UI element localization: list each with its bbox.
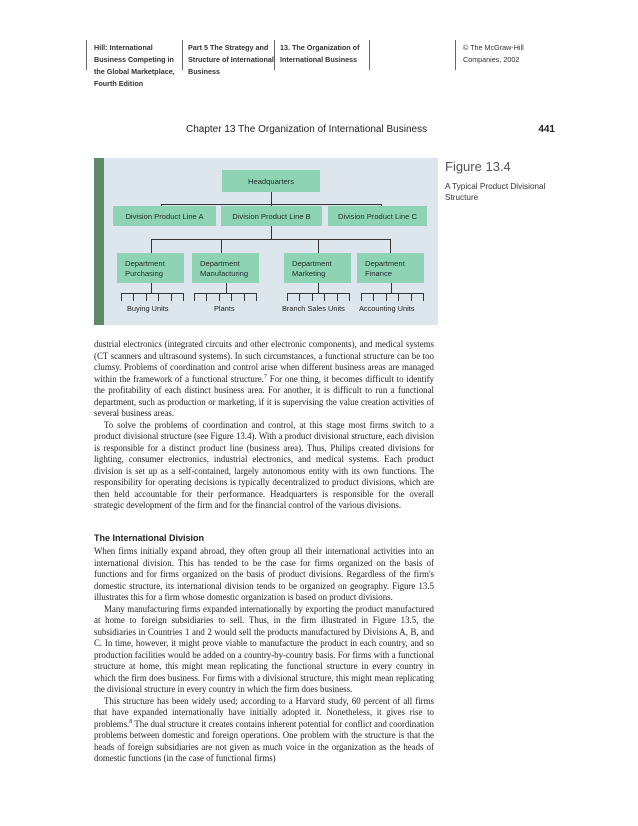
node-department-manufacturing	[192, 253, 259, 283]
page-number: 441	[538, 124, 555, 135]
header-rule-1	[86, 40, 87, 70]
node-headquarters: Headquarters	[222, 170, 320, 192]
unit-accounting: Accounting Units	[359, 304, 415, 313]
node-division-b: Division Product Line B	[221, 206, 322, 226]
department-label: Department	[365, 259, 405, 268]
body-text-upper	[94, 339, 434, 512]
bracket-tick	[287, 293, 288, 301]
header-rule-5	[455, 40, 456, 70]
department-label: Department	[200, 259, 240, 268]
paragraph: When firms initially expand abroad, they often group all their international activities into an international division. This has tended to be the case for firms organized on the basis of functions and for firms organized on the basis of product divisions. Regardless of the firm's domestic structure, its international division tends to be organized on geography. Figure 13.5 illustrates this for a firm whose domestic organization is based on product divisions.	[94, 546, 434, 602]
department-name: Purchasing	[125, 268, 163, 278]
body-text-lower	[94, 546, 434, 765]
connector-division-b-down	[271, 226, 272, 239]
connector-dept-finance	[390, 239, 391, 254]
bracket-tick	[386, 293, 387, 301]
bracket-tick	[219, 293, 220, 301]
bracket-plants	[194, 293, 256, 294]
bracket-tick	[158, 293, 159, 301]
header-rule-4	[369, 40, 370, 70]
header-book-info: Hill: International Business Competing in the Global Marketplace, Fourth Edition	[94, 43, 175, 88]
paragraph: dustrial electronics (integrated circuits and other electronic components), and medical systems (CT scanners and ultrasound systems). In such circumstances, a functional structure can be too clumsy. Problems of coordination and control arise when different business areas are managed within the framework of a functional structure.$^7$ For one thing, it becomes difficult to identify the profitability of each distinct business area. For another, it is difficult to run a functional department, such as production or marketing, if it is supervising the value creation activities of several business areas.	[94, 339, 434, 418]
node-department-marketing	[284, 253, 351, 283]
footnote-ref: 7	[263, 373, 267, 380]
bracket-tick	[299, 293, 300, 301]
figure-caption: A Typical Product Divisional Structure	[445, 182, 546, 202]
unit-plants: Plants	[214, 304, 235, 313]
department-name: Marketing	[292, 268, 326, 278]
paragraph: To solve the problems of coordination and control, at this stage most firms switch to a product divisional structure (see Figure 13.4). With a product divisional structure, each division is responsible for a distinct product line (business area). Thus, Philips created divisions for lighting, consumer electronics, industrial electronics, and medical systems. Each product division is set up as a self-contained, largely autonomous entity with its own functions. The responsibility for operating decisions is typically decentralized to product divisions, which are then held accountable for their performance. Headquarters is responsible for the overall strategic development of the firm and for the financial control of the various divisions.	[94, 419, 434, 510]
bracket-branch-sales-units	[287, 293, 349, 294]
bracket-tick	[361, 293, 362, 301]
chapter-title: Chapter 13 The Organization of International Business	[186, 124, 428, 135]
node-division-c: Division Product Line C	[328, 206, 427, 226]
bracket-tick	[411, 293, 412, 301]
bracket-tick	[194, 293, 195, 301]
unit-buying: Buying Units	[127, 304, 169, 313]
bracket-tick	[183, 293, 184, 301]
node-department-purchasing	[117, 253, 184, 283]
footnote-ref: 8	[129, 718, 133, 725]
bracket-accounting-units	[361, 293, 423, 294]
header-chapter-info: 13. The Organization of International Business	[280, 43, 360, 64]
paragraph: Many manufacturing firms expanded internationally by exporting the product manufactured at home to foreign subsidiaries to sell. Thus, in the firm illustrated in Figure 13.5, the subsidiaries in Countries 1 and 2 would sell the products manufactured by Divisions A, B, and C. In time, however, it might prove viable to manufacture the product in each country, and so production facilities would be added on a country-by-country basis. For firms with a functional structure at home, this might mean replicating the functional structure in every country in which the firm does business. For firms with a divisional structure, this might mean replicating the divisional structure in every country in which the firm does business.	[94, 603, 434, 694]
bracket-tick	[312, 293, 313, 301]
figure-accent-bar	[94, 158, 104, 325]
bracket-tick	[337, 293, 338, 301]
paragraph: This structure has been widely used; according to a Harvard study, 60 percent of all firms that have expanded internationally have initially adopted it. Nonetheless, it gives rise to problems.$^8$ The dual structure it creates contains inherent potential for conflict and coordination problems between domestic and foreign operations. One problem with the structure is that the heads of foreign subsidiaries are not given as much voice in the organization as the heads of domestic functions (in the case of functional firms)	[94, 695, 434, 763]
header-rule-3	[274, 40, 275, 70]
department-label: Department	[292, 259, 332, 268]
bracket-tick	[324, 293, 325, 301]
bracket-tick	[146, 293, 147, 301]
section-heading: The International Division	[94, 533, 205, 543]
bracket-tick	[206, 293, 207, 301]
bracket-tick	[256, 293, 257, 301]
bracket-tick	[121, 293, 122, 301]
node-department-finance	[357, 253, 424, 283]
bracket-tick	[231, 293, 232, 301]
bracket-tick	[373, 293, 374, 301]
unit-branch-sales: Branch Sales Units	[282, 304, 345, 313]
figure-title: Figure 13.4	[445, 159, 511, 174]
bracket-tick	[133, 293, 134, 301]
connector-hq-down	[271, 192, 272, 204]
connector-dept-marketing	[318, 239, 319, 254]
connector-dept-manufacturing	[221, 239, 222, 254]
department-label: Department	[125, 259, 165, 268]
bracket-tick	[349, 293, 350, 301]
header-part-info: Part 5 The Strategy and Structure of International Business	[188, 43, 274, 76]
bracket-tick	[171, 293, 172, 301]
node-division-a: Division Product Line A	[113, 206, 216, 226]
department-name: Manufacturing	[200, 268, 249, 278]
bracket-buying-units	[121, 293, 183, 294]
bracket-tick	[398, 293, 399, 301]
connector-unit-purchasing	[151, 283, 152, 293]
connector-department-bar	[151, 239, 391, 240]
bracket-tick	[244, 293, 245, 301]
header-copyright: © The McGraw-Hill Companies, 2002	[463, 43, 524, 64]
connector-unit-finance	[391, 283, 392, 293]
header-rule-2	[182, 40, 183, 70]
department-name: Finance	[365, 268, 393, 278]
connector-unit-marketing	[318, 283, 319, 293]
connector-dept-purchasing	[151, 239, 152, 254]
connector-unit-manufacturing	[226, 283, 227, 293]
bracket-tick	[423, 293, 424, 301]
